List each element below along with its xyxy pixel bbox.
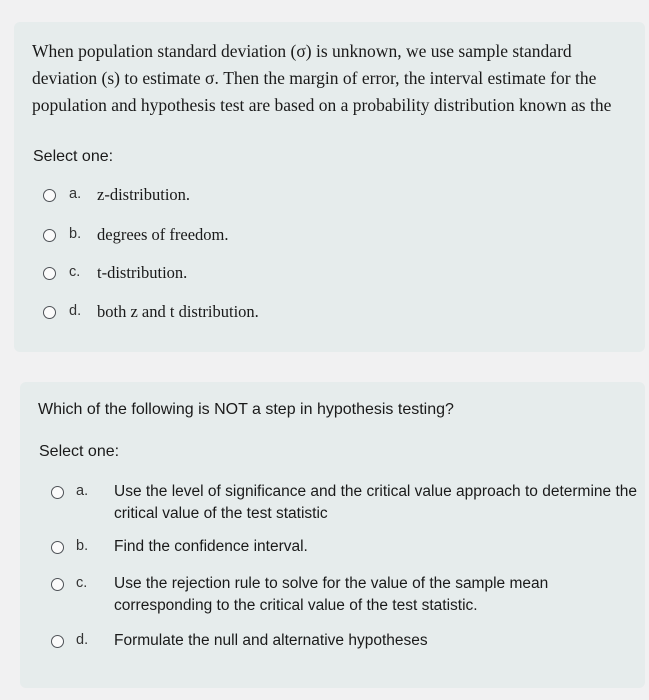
option-letter: b. (69, 226, 82, 242)
option-letter: c. (69, 264, 81, 280)
answer-option-a[interactable] (43, 185, 190, 205)
radio-button[interactable] (43, 267, 56, 280)
option-letter: d. (69, 303, 82, 319)
option-text: Use the rejection rule to solve for the value of the sample mean corresponding to the critical value of the test statistic. (114, 575, 549, 614)
option-text: Use the level of significance and the critical value approach to determine the critical value of the test statistic (114, 483, 637, 522)
question-card-1 (14, 22, 645, 352)
question-text: When population standard deviation (σ) is unknown, we use sample standard deviation (s) to estimate σ. Then the margin of error, the interval estimate for the population and hypothesis test are based on a probability distribution known as the (32, 41, 612, 115)
option-letter: b. (76, 538, 89, 554)
option-text: t-distribution. (97, 263, 188, 282)
option-text: Formulate the null and alternative hypotheses (114, 632, 428, 649)
answer-option-c[interactable] (51, 573, 639, 617)
answer-option-a[interactable] (51, 481, 639, 525)
option-text: Find the confidence interval. (114, 538, 308, 555)
option-text: degrees of freedom. (97, 225, 229, 244)
radio-button[interactable] (51, 486, 64, 499)
option-text: z-distribution. (97, 185, 191, 204)
answer-option-b[interactable] (43, 225, 228, 245)
radio-button[interactable] (43, 306, 56, 319)
option-letter: a. (69, 186, 82, 202)
radio-button[interactable] (51, 635, 64, 648)
answer-option-d[interactable] (51, 630, 639, 652)
radio-button[interactable] (43, 229, 56, 242)
answer-option-b[interactable] (51, 536, 639, 558)
option-text: both z and t distribution. (97, 302, 259, 321)
radio-button[interactable] (51, 578, 64, 591)
answer-option-d[interactable] (43, 302, 259, 322)
select-one-label: Select one: (39, 443, 120, 460)
answer-option-c[interactable] (43, 263, 187, 283)
question-card-2 (20, 382, 645, 688)
radio-button[interactable] (43, 189, 56, 202)
option-letter: a. (76, 483, 89, 499)
option-letter: d. (76, 632, 89, 648)
radio-button[interactable] (51, 541, 64, 554)
question-text: Which of the following is NOT a step in hypothesis testing? (38, 401, 454, 418)
option-letter: c. (76, 575, 88, 591)
select-one-label: Select one: (33, 148, 114, 165)
